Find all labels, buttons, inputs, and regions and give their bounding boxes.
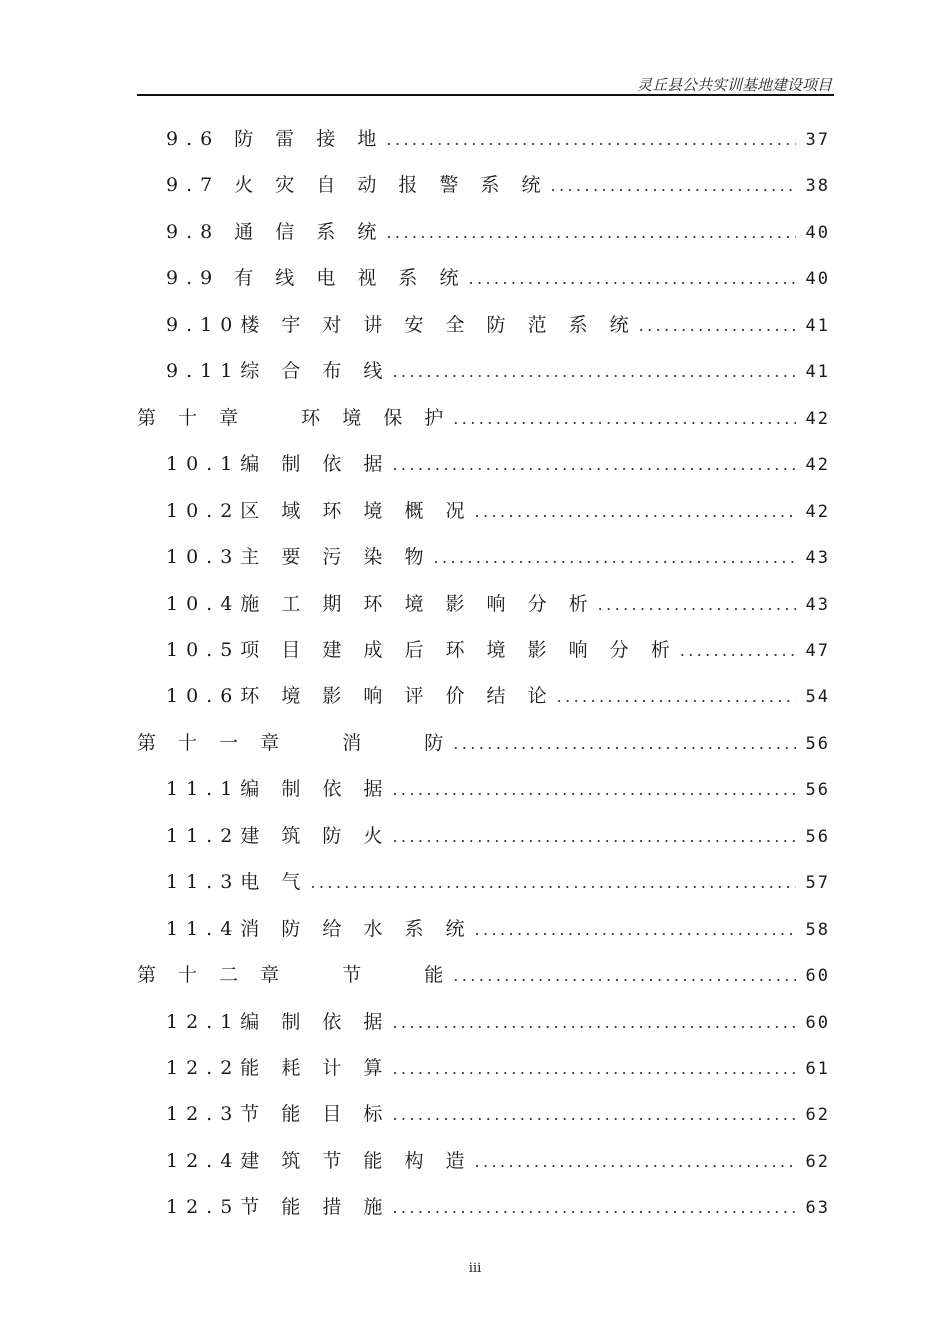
toc-entry-page: 54 [805,687,830,707]
toc-section-entry[interactable] [166,777,830,801]
toc-entry-page: 56 [805,827,830,847]
toc-dot-leader [431,546,796,570]
toc-chapter-entry[interactable] [137,963,830,987]
toc-section-entry[interactable] [166,1149,830,1173]
toc-entry-page: 41 [805,316,830,336]
toc-entry-page: 41 [805,362,830,382]
toc-entry-title: 9.8 通 信 系 统 [166,221,385,243]
toc-dot-leader [549,174,796,198]
toc-dot-leader [384,128,796,152]
toc-entry-page: 57 [805,873,830,893]
toc-entry-page: 60 [805,1013,830,1033]
toc-dot-leader [637,314,796,338]
toc-entry-page: 56 [805,734,830,754]
toc-dot-leader [451,732,796,756]
toc-dot-leader [473,1150,796,1174]
toc-section-entry[interactable] [166,917,830,941]
toc-entry-page: 43 [805,595,830,615]
toc-entry-title: 9.10楼 宇 对 讲 安 全 防 范 系 统 [166,314,637,336]
toc-entry-page: 62 [805,1105,830,1125]
toc-dot-leader [451,964,796,988]
page-number: iii [468,1261,482,1276]
toc-section-entry[interactable] [166,592,830,616]
toc-entry-page: 42 [805,409,830,429]
toc-dot-leader [308,871,796,895]
toc-dot-leader [473,918,796,942]
toc-dot-leader [473,500,796,524]
toc-dot-leader [390,1196,796,1220]
toc-dot-leader [451,407,796,431]
toc-dot-leader [390,778,796,802]
toc-entry-title: 11.4消 防 给 水 系 统 [166,918,473,940]
toc-chapter-entry[interactable] [137,406,830,430]
toc-dot-leader [466,267,796,291]
toc-section-entry[interactable] [166,359,830,383]
toc-entry-title: 11.1编 制 依 据 [166,778,391,800]
toc-entry-title: 9.9 有 线 电 视 系 统 [166,267,467,289]
toc-dot-leader [390,825,796,849]
toc-entry-page: 56 [805,780,830,800]
toc-section-entry[interactable] [166,638,830,662]
toc-section-entry[interactable] [166,173,830,197]
toc-entry-title: 9.6 防 雷 接 地 [166,128,385,150]
toc-entry-page: 63 [805,1198,830,1218]
toc-dot-leader [390,1103,796,1127]
toc-section-entry[interactable] [166,1102,830,1126]
toc-entry-page: 40 [805,223,830,243]
toc-entry-title: 10.6环 境 影 响 评 价 结 论 [166,685,555,707]
toc-dot-leader [390,1011,796,1035]
toc-entry-title: 第 十 章 环 境 保 护 [137,407,452,429]
toc-entry-title: 11.3电 气 [166,871,309,893]
toc-section-entry[interactable] [166,1195,830,1219]
toc-entry-page: 47 [805,641,830,661]
toc-entry-title: 12.2能 耗 计 算 [166,1057,391,1079]
toc-entry-title: 10.1编 制 依 据 [166,453,391,475]
toc-entry-title: 12.5节 能 措 施 [166,1196,391,1218]
toc-entry-page: 62 [805,1152,830,1172]
toc-entry-title: 10.3主 要 污 染 物 [166,546,432,568]
toc-entry-title: 10.4施 工 期 环 境 影 响 分 析 [166,593,596,615]
toc-entry-page: 42 [805,455,830,475]
toc-dot-leader [384,221,796,245]
toc-dot-leader [596,593,796,617]
toc-section-entry[interactable] [166,266,830,290]
toc-entry-title: 第 十 一 章 消 防 [137,732,452,754]
toc-entry-page: 37 [805,130,830,150]
toc-entry-title: 12.4建 筑 节 能 构 造 [166,1150,473,1172]
document-header-title: 灵丘县公共实训基地建设项目 [636,76,832,94]
toc-entry-page: 60 [805,966,830,986]
toc-section-entry[interactable] [166,870,830,894]
toc-entry-page: 61 [805,1059,830,1079]
header-rule [137,94,834,96]
toc-entry-title: 9.11综 合 布 线 [166,360,391,382]
toc-entry-title: 10.2区 域 环 境 概 况 [166,500,473,522]
toc-entry-page: 38 [805,176,830,196]
toc-section-entry[interactable] [166,313,830,337]
toc-section-entry[interactable] [166,220,830,244]
toc-entry-title: 9.7 火 灾 自 动 报 警 系 统 [166,174,549,196]
toc-section-entry[interactable] [166,1010,830,1034]
toc-entry-title: 12.1编 制 依 据 [166,1011,391,1033]
toc-section-entry[interactable] [166,1056,830,1080]
toc-dot-leader [390,1057,796,1081]
toc-chapter-entry[interactable] [137,731,830,755]
toc-section-entry[interactable] [166,545,830,569]
toc-entry-title: 第 十 二 章 节 能 [137,964,452,986]
toc-entry-title: 10.5项 目 建 成 后 环 境 影 响 分 析 [166,639,678,661]
toc-entry-page: 43 [805,548,830,568]
toc-entry-title: 11.2建 筑 防 火 [166,825,391,847]
toc-section-entry[interactable] [166,127,830,151]
toc-entry-title: 12.3节 能 目 标 [166,1103,391,1125]
toc-dot-leader [390,453,796,477]
toc-section-entry[interactable] [166,824,830,848]
toc-dot-leader [555,685,796,709]
toc-entry-page: 40 [805,269,830,289]
toc-section-entry[interactable] [166,499,830,523]
toc-entry-page: 42 [805,502,830,522]
toc-section-entry[interactable] [166,452,830,476]
toc-section-entry[interactable] [166,684,830,708]
toc-entry-page: 58 [805,920,830,940]
toc-dot-leader [678,639,796,663]
toc-dot-leader [390,360,796,384]
